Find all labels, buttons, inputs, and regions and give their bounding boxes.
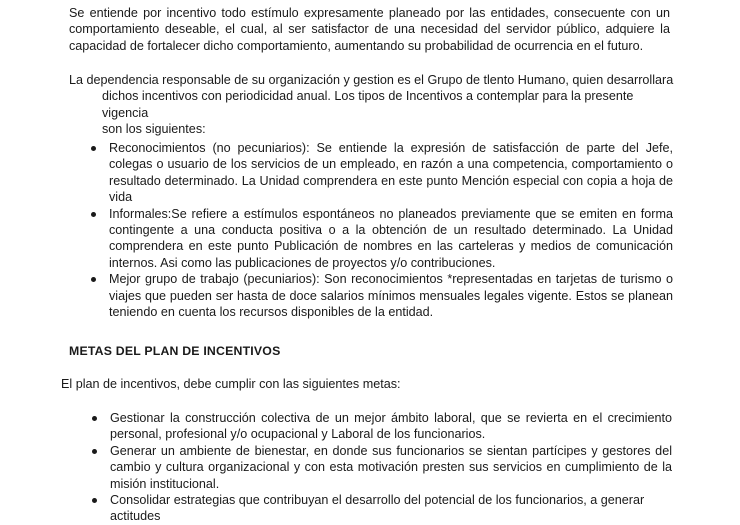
list-item <box>91 206 673 272</box>
list-item-text: Informales:Se refiere a estímulos espontáneos no planeados previamente que se emiten en forma contingente a una conducta positiva o a la obtención de un resultado determinado. La Unidad comprendera en este punto Publicación de nombres en las carteleras y medios de comunicación internos. Asi como las publicaciones de proyectos y/o contribuciones. <box>109 206 673 270</box>
dependency-line-2: dichos incentivos con periodicidad anual. Los tipos de Incentivos a contemplar para la presente vigencia <box>102 89 634 120</box>
dependency-line-3: son los siguientes: <box>102 122 206 137</box>
incentive-definition-paragraph: Se entiende por incentivo todo estímulo expresamente planeado por las entidades, consecuente con un comportamiento deseable, el cual, al ser satisfactor de una necesidad del servidor público, adquiere la capacidad de fortalecer dicho comportamiento, aumentando su probabilidad de ocurrencia en el futuro. <box>69 6 670 53</box>
section-heading: METAS DEL PLAN DE INCENTIVOS <box>69 344 281 358</box>
bullet-icon <box>91 277 96 282</box>
list-item-text: Gestionar la construcción colectiva de un mejor ámbito laboral, que se revierta en el crecimiento personal, profesional y/o ocupacional y Laboral de los funcionarios. <box>110 411 672 442</box>
bullet-icon <box>92 449 97 454</box>
list-item <box>92 443 672 492</box>
bullet-icon <box>92 416 97 421</box>
bullet-icon <box>92 498 97 503</box>
list-item <box>92 492 672 524</box>
metas-list <box>92 410 672 524</box>
list-item <box>91 140 673 206</box>
bullet-icon <box>91 146 96 151</box>
metas-intro-text: El plan de incentivos, debe cumplir con las siguientes metas: <box>61 377 401 391</box>
bullet-icon <box>91 212 96 217</box>
list-item-text: Reconocimientos (no pecuniarios): Se entiende la expresión de satisfacción de parte del Jefe, colegas o usuario de los servicios de un empleado, en razón a una competencia, comportamiento o resultado determinado. La Unidad comprendera en este punto Mención especial con copia a hoja de vida <box>109 141 673 205</box>
list-item-text: Mejor grupo de trabajo (pecuniarios): Son reconocimientos *representadas en tarjetas de turismo o viajes que pueden ser hasta de doce salarios mínimos mensuales legales vigente. Estos se planean teniendo en cuenta los recursos disponibles de la entidad. <box>109 272 673 320</box>
list-item <box>91 271 673 320</box>
incentive-types-list <box>91 140 673 320</box>
list-item-text: Generar un ambiente de bienestar, en donde sus funcionarios se sientan partícipes y gestores del cambio y cultura organizacional y con esta motivación presten sus servicios en cumplimiento de la misión institucional. <box>110 443 672 491</box>
dependency-line-1: La dependencia responsable de su organización y gestion es el Grupo de tlento Humano, quien desarrollara <box>69 73 674 87</box>
list-item <box>92 410 672 443</box>
dependency-paragraph <box>69 72 679 138</box>
list-item-text: Consolidar estrategias que contribuyan el desarrollo del potencial de los funcionarios, a generar actitudes <box>110 493 645 524</box>
